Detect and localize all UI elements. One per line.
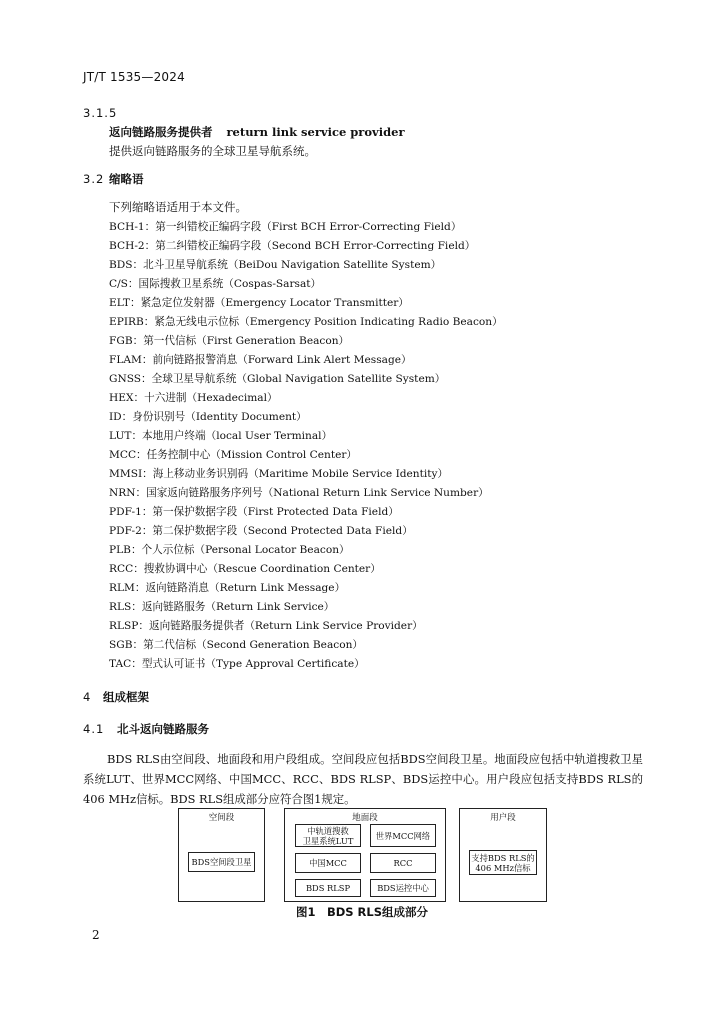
section-title: 北斗返向链路服务 <box>117 722 209 736</box>
section-number: 4.1 <box>83 722 105 736</box>
section-heading-4 <box>83 689 149 705</box>
abbreviation-item: BDS：北斗卫星导航系统（BeiDou Navigation Satellite System） <box>109 259 442 271</box>
abbreviation-item: ELT：紧急定位发射器（Emergency Locator Transmitter） <box>109 297 409 309</box>
term-definition: 提供返向链路服务的全球卫星导航系统。 <box>109 144 316 158</box>
abbreviation-item: RLM：返向链路消息（Return Link Message） <box>109 582 346 594</box>
term-english: return link service provider <box>226 125 405 139</box>
section-heading-4-1 <box>83 721 209 737</box>
abbreviation-item: GNSS：全球卫星导航系统（Global Navigation Satellite System） <box>109 373 446 385</box>
space-segment-title: 空间段 <box>208 813 235 823</box>
abbreviation-item: RLS：返向链路服务（Return Link Service） <box>109 601 335 613</box>
abbreviation-item: PLB：个人示位标（Personal Locator Beacon） <box>109 544 350 556</box>
bds-ops-center-box: BDS运控中心 <box>370 879 436 897</box>
section-number: 4 <box>83 690 92 704</box>
abbreviation-item: RCC：搜救协调中心（Rescue Coordination Center） <box>109 563 381 575</box>
abbreviations-list <box>109 218 503 674</box>
document-id: JT/T 1535—2024 <box>83 70 185 84</box>
space-segment-box <box>178 808 265 902</box>
term-heading <box>109 124 405 140</box>
abbreviation-item: MMSI：海上移动业务识别码（Maritime Mobile Service Identity） <box>109 468 449 480</box>
world-mcc-box: 世界MCC网络 <box>370 824 436 847</box>
rcc-box: RCC <box>370 853 436 873</box>
abbreviation-item: FGB：第一代信标（First Generation Beacon） <box>109 335 350 347</box>
abbreviation-item: NRN：国家返向链路服务序列号（National Return Link Service Number） <box>109 487 489 499</box>
abbreviation-item: MCC：任务控制中心（Mission Control Center） <box>109 449 358 461</box>
abbreviation-item: RLSP：返向链路服务提供者（Return Link Service Provider） <box>109 620 423 632</box>
body-paragraph <box>83 749 643 809</box>
abbreviation-item: C/S：国际搜救卫星系统（Cospas-Sarsat） <box>109 278 322 290</box>
beacon-box <box>469 850 537 875</box>
meosar-lut-box <box>295 824 361 847</box>
abbreviation-item: PDF-1：第一保护数据字段（First Protected Data Field） <box>109 506 399 518</box>
bds-satellite-box: BDS空间段卫星 <box>188 852 255 872</box>
meosar-lut-line-2: 卫星系统LUT <box>302 835 354 846</box>
abbreviation-item: BCH-2：第二纠错校正编码字段（Second BCH Error-Correcting Field） <box>109 240 476 252</box>
abbreviation-item: ID：身份识别号（Identity Document） <box>109 411 307 423</box>
abbreviation-item: TAC：型式认可证书（Type Approval Certificate） <box>109 658 365 670</box>
beacon-line-2: 406 MHz信标 <box>475 862 531 873</box>
user-segment-title: 用户段 <box>490 813 516 823</box>
bds-rlsp-box: BDS RLSP <box>295 879 361 897</box>
meosar-lut-line-1: 中轨道搜救 <box>307 825 349 836</box>
section-number: 3.2 <box>83 172 105 186</box>
ground-segment-title: 地面段 <box>352 813 378 823</box>
section-title: 缩略语 <box>109 172 144 186</box>
abbreviation-item: EPIRB：紧急无线电示位标（Emergency Position Indicating Radio Beacon） <box>109 316 503 328</box>
abbreviation-item: SGB：第二代信标（Second Generation Beacon） <box>109 639 363 651</box>
section-heading-3-2 <box>83 171 144 187</box>
term-chinese: 返向链路服务提供者 <box>109 125 213 139</box>
abbreviation-item: BCH-1：第一纠错校正编码字段（First BCH Error-Correcting Field） <box>109 221 462 233</box>
ground-segment-box <box>284 808 446 902</box>
beacon-line-1: 支持BDS RLS的 <box>471 852 535 863</box>
abbreviations-intro: 下列缩略语适用于本文件。 <box>109 200 247 214</box>
china-mcc-box: 中国MCC <box>295 853 361 873</box>
page-number: 2 <box>92 928 100 942</box>
clause-number: 3.1.5 <box>83 106 118 120</box>
abbreviation-item: FLAM：前向链路报警消息（Forward Link Alert Message） <box>109 354 412 366</box>
figure-caption: 图1 BDS RLS组成部分 <box>295 905 429 919</box>
section-title: 组成框架 <box>103 690 149 704</box>
abbreviation-item: HEX：十六进制（Hexadecimal） <box>109 392 278 404</box>
paragraph-text: BDS RLS由空间段、地面段和用户段组成。空间段应包括BDS空间段卫星。地面段应包括中轨道搜救卫星系统LUT、世界MCC网络、中国MCC、RCC、BDS RLSP、BDS运控中心。用户段应包括支持BDS RLS的406 MHz信标。BDS RLS组成部分应符合图1规定。 <box>83 752 643 806</box>
abbreviation-item: PDF-2：第二保护数据字段（Second Protected Data Field） <box>109 525 413 537</box>
abbreviation-item: LUT：本地用户终端（local User Terminal） <box>109 430 333 442</box>
user-segment-box <box>459 808 547 902</box>
